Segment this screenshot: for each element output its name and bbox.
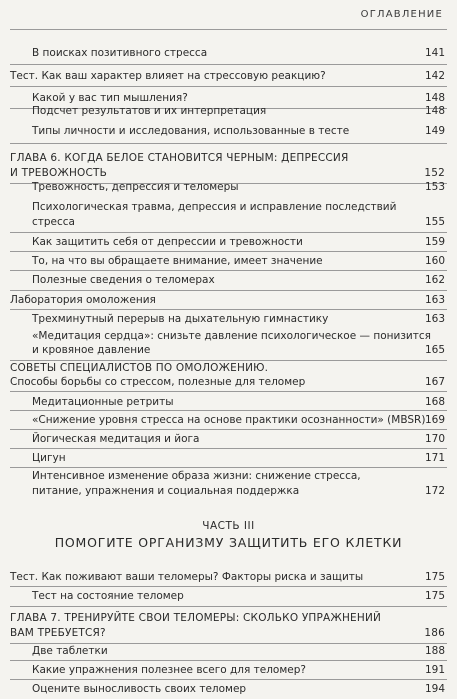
toc-entry-title: Цигун bbox=[32, 452, 66, 464]
toc-entry-title: То, на что вы обращаете внимание, имеет значение bbox=[32, 255, 323, 267]
toc-entry-title: В поисках позитивного стресса bbox=[32, 47, 208, 59]
row-divider bbox=[10, 679, 447, 680]
toc-entry-page: 148 bbox=[424, 105, 445, 117]
row-divider bbox=[10, 429, 447, 430]
toc-entry-page: 160 bbox=[424, 255, 445, 267]
toc-entry-title: Медитационные ретриты bbox=[32, 396, 174, 408]
toc-entry-title: Какие упражнения полезнее всего для теломер? bbox=[32, 664, 306, 676]
row-divider bbox=[10, 448, 447, 449]
toc-entry-title: Подсчет результатов и их интерпретация bbox=[32, 105, 267, 117]
toc-entry-title: Две таблетки bbox=[32, 645, 108, 657]
toc-entry-page: 163 bbox=[424, 313, 445, 325]
row-divider bbox=[10, 586, 447, 587]
toc-chapter-title-line1: ГЛАВА 7. ТРЕНИРУЙТЕ СВОИ ТЕЛОМЕРЫ: СКОЛЬКО УПРАЖНЕНИЙ bbox=[10, 612, 382, 624]
toc-entry-title-line2: питание, упражнения и социальная поддержка bbox=[32, 485, 300, 497]
row-divider bbox=[10, 660, 447, 661]
toc-entry-page: 149 bbox=[424, 125, 445, 137]
row-divider bbox=[10, 232, 447, 233]
toc-entry-title-line1: Интенсивное изменение образа жизни: снижение стресса, bbox=[32, 470, 361, 482]
toc-entry-title-line2: стресса bbox=[32, 216, 75, 228]
row-divider bbox=[10, 64, 447, 65]
toc-entry-page: 162 bbox=[424, 274, 445, 286]
toc-entry-page: 153 bbox=[424, 181, 445, 193]
row-divider bbox=[10, 290, 447, 291]
toc-entry-page: 186 bbox=[424, 627, 445, 639]
toc-entry-title: Лаборатория омоложения bbox=[10, 294, 156, 306]
toc-entry-title: Типы личности и исследования, использованные в тесте bbox=[32, 125, 350, 137]
toc-entry-page: 191 bbox=[424, 664, 445, 676]
toc-entry-title: Как защитить себя от депрессии и тревожности bbox=[32, 236, 303, 248]
row-divider bbox=[10, 391, 447, 392]
row-divider bbox=[10, 606, 447, 607]
toc-entry-title: Способы борьбы со стрессом, полезные для теломер bbox=[10, 376, 306, 388]
toc-entry-page: 168 bbox=[424, 396, 445, 408]
toc-entry-page: 148 bbox=[424, 92, 445, 104]
row-divider bbox=[10, 143, 447, 144]
toc-entry-page: 167 bbox=[424, 376, 445, 388]
toc-entry-title: Тест на состояние теломер bbox=[32, 590, 184, 602]
row-divider bbox=[10, 251, 447, 252]
part-title: ПОМОГИТЕ ОРГАНИЗМУ ЗАЩИТИТЬ ЕГО КЛЕТКИ bbox=[54, 535, 403, 550]
toc-chapter-title-line2: И ТРЕВОЖНОСТЬ bbox=[10, 167, 108, 179]
toc-entry-page: 175 bbox=[424, 590, 445, 602]
toc-entry-page: 141 bbox=[424, 47, 445, 59]
toc-entry-title: Йогическая медитация и йога bbox=[32, 433, 200, 445]
toc-chapter-title-line2: ВАМ ТРЕБУЕТСЯ? bbox=[10, 627, 106, 639]
toc-entry-page: 188 bbox=[424, 645, 445, 657]
toc-entry-page: 159 bbox=[424, 236, 445, 248]
toc-entry-page: 142 bbox=[424, 70, 445, 82]
toc-entry-title-line1: Психологическая травма, депрессия и исправление последствий bbox=[32, 201, 397, 213]
row-divider bbox=[10, 410, 447, 411]
toc-entry-title: Трехминутный перерыв на дыхательную гимнастику bbox=[32, 313, 329, 325]
toc-entry-page: 170 bbox=[424, 433, 445, 445]
toc-entry-page: 163 bbox=[424, 294, 445, 306]
toc-entry-title: Тест. Как поживают ваши теломеры? Факторы риска и защиты bbox=[10, 571, 364, 583]
toc-entry-page: 172 bbox=[424, 485, 445, 497]
toc-entry-title-line2: и кровяное давление bbox=[32, 344, 151, 356]
toc-chapter-title-line1: ГЛАВА 6. КОГДА БЕЛОЕ СТАНОВИТСЯ ЧЕРНЫМ: ДЕПРЕССИЯ bbox=[10, 152, 349, 164]
toc-entry-page: 171 bbox=[424, 452, 445, 464]
row-divider bbox=[10, 270, 447, 271]
toc-entry-title: Полезные сведения о теломерах bbox=[32, 274, 215, 286]
part-label: ЧАСТЬ III bbox=[202, 520, 255, 532]
toc-entry-page: 169 bbox=[424, 414, 445, 426]
toc-entry-title: Оцените выносливость своих теломер bbox=[32, 683, 247, 695]
toc-entry-title: Тест. Как ваш характер влияет на стрессовую реакцию? bbox=[10, 70, 326, 82]
row-divider bbox=[10, 86, 447, 87]
toc-entry-page: 165 bbox=[424, 344, 445, 356]
row-divider bbox=[10, 467, 447, 468]
toc-entry-title-line1: «Медитация сердца»: снизьте давление психологическое — понизится bbox=[32, 330, 431, 342]
toc-entry-page: 175 bbox=[424, 571, 445, 583]
toc-entry-page: 152 bbox=[424, 167, 445, 179]
running-header: ОГЛАВЛЕНИЕ bbox=[360, 9, 443, 20]
header-rule bbox=[10, 29, 447, 30]
toc-section-heading-title: СОВЕТЫ СПЕЦИАЛИСТОВ ПО ОМОЛОЖЕНИЮ. bbox=[10, 362, 269, 374]
row-divider bbox=[10, 309, 447, 310]
toc-entry-title: Тревожность, депрессия и теломеры bbox=[32, 181, 239, 193]
toc-entry-title: «Снижение уровня стресса на основе практики осознанности» (MBSR) bbox=[32, 414, 426, 426]
toc-entry-page: 194 bbox=[424, 683, 445, 695]
toc-entry-title: Какой у вас тип мышления? bbox=[32, 92, 188, 104]
toc-entry-page: 155 bbox=[424, 216, 445, 228]
